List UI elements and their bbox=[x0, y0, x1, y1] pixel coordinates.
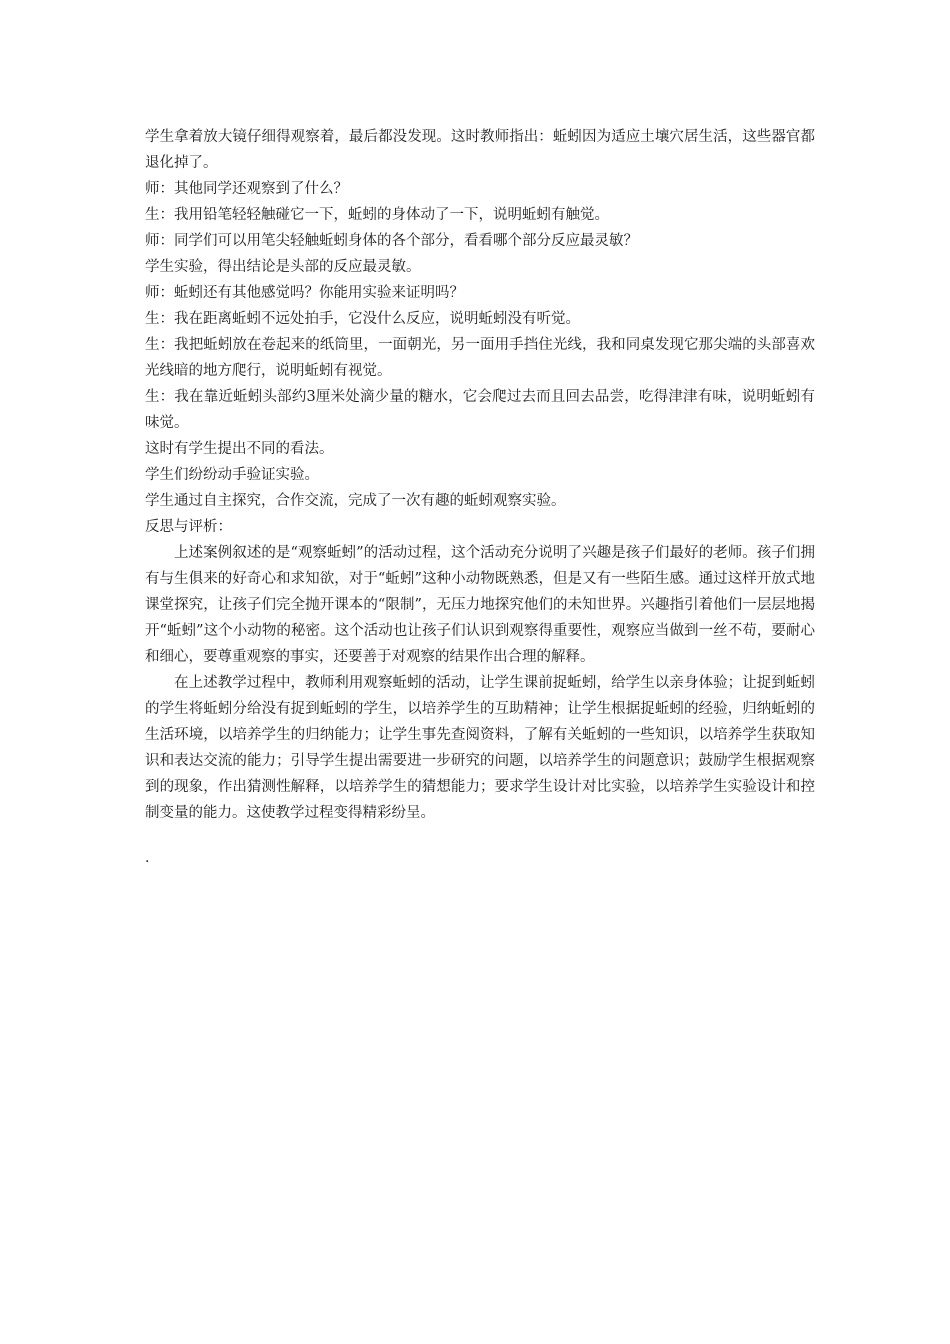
paragraph-6: 师：蚯蚓还有其他感觉吗？你能用实验来证明吗？ bbox=[145, 285, 464, 301]
trailing-mark: . bbox=[145, 850, 150, 866]
paragraph-10: 这时有学生提出不同的看法。 bbox=[145, 441, 334, 457]
paragraph-7: 生：我在距离蚯蚓不远处拍手，它没什么反应，说明蚯蚓没有听觉。 bbox=[145, 311, 580, 327]
paragraph-4: 师：同学们可以用笔尖轻触蚯蚓身体的各个部分，看看哪个部分反应最灵敏？ bbox=[145, 233, 638, 249]
paragraph-2: 师：其他同学还观察到了什么？ bbox=[145, 181, 348, 197]
paragraph-9: 生：我在靠近蚯蚓头部约3厘米处滴少量的糖水，它会爬过去而且回去品尝，吃得津津有味，说明蚯蚓有味觉。 bbox=[145, 389, 815, 431]
paragraph-11: 学生们纷纷动手验证实验。 bbox=[145, 467, 319, 483]
paragraph-1: 学生拿着放大镜仔细得观察着，最后都没发现。这时教师指出：蚯蚓因为适应土壤穴居生活，这些器官都退化掉了。 bbox=[145, 129, 815, 171]
paragraph-3: 生：我用铅笔轻轻触碰它一下，蚯蚓的身体动了一下，说明蚯蚓有触觉。 bbox=[145, 207, 609, 223]
paragraph-analysis-2: 在上述教学过程中，教师利用观察蚯蚓的活动，让学生课前捉蚯蚓，给学生以亲身体验；让捉到蚯蚓的学生将蚯蚓分给没有捉到蚯蚓的学生，以培养学生的互助精神；让学生根据捉蚯蚓的经验，归纳蚯蚓的生活环境，以培养学生的归纳能力；让学生事先查阅资料，了解有关蚯蚓的一些知识，以培养学生获取知识和表达交流的能力；引导学生提出需要进一步研究的问题，以培养学生的问题意识；鼓励学生根据观察到的现象，作出猜测性解释，以培养学生的猜想能力；要求学生设计对比实验，以培养学生实验设计和控制变量的能力。这使教学过程变得精彩纷呈。 bbox=[145, 675, 815, 821]
paragraph-12: 学生通过自主探究，合作交流，完成了一次有趣的蚯蚓观察实验。 bbox=[145, 493, 566, 509]
paragraph-5: 学生实验，得出结论是头部的反应最灵敏。 bbox=[145, 259, 421, 275]
document-body bbox=[145, 124, 815, 826]
section-heading-reflection: 反思与评析： bbox=[145, 519, 232, 535]
paragraph-analysis-1: 上述案例叙述的是“观察蚯蚓”的活动过程，这个活动充分说明了兴趣是孩子们最好的老师。孩子们拥有与生俱来的好奇心和求知欲，对于“蚯蚓”这种小动物既熟悉，但是又有一些陌生感。通过这样开放式地课堂探究，让孩子们完全抛开课本的“限制”，无压力地探究他们的未知世界。兴趣指引着他们一层层地揭开“蚯蚓”这个小动物的秘密。这个活动也让孩子们认识到观察得重要性，观察应当做到一丝不苟，要耐心和细心，要尊重观察的事实，还要善于对观察的结果作出合理的解释。 bbox=[145, 545, 815, 665]
paragraph-8: 生：我把蚯蚓放在卷起来的纸筒里，一面朝光，另一面用手挡住光线，我和同桌发现它那尖端的头部喜欢光线暗的地方爬行，说明蚯蚓有视觉。 bbox=[145, 337, 815, 379]
